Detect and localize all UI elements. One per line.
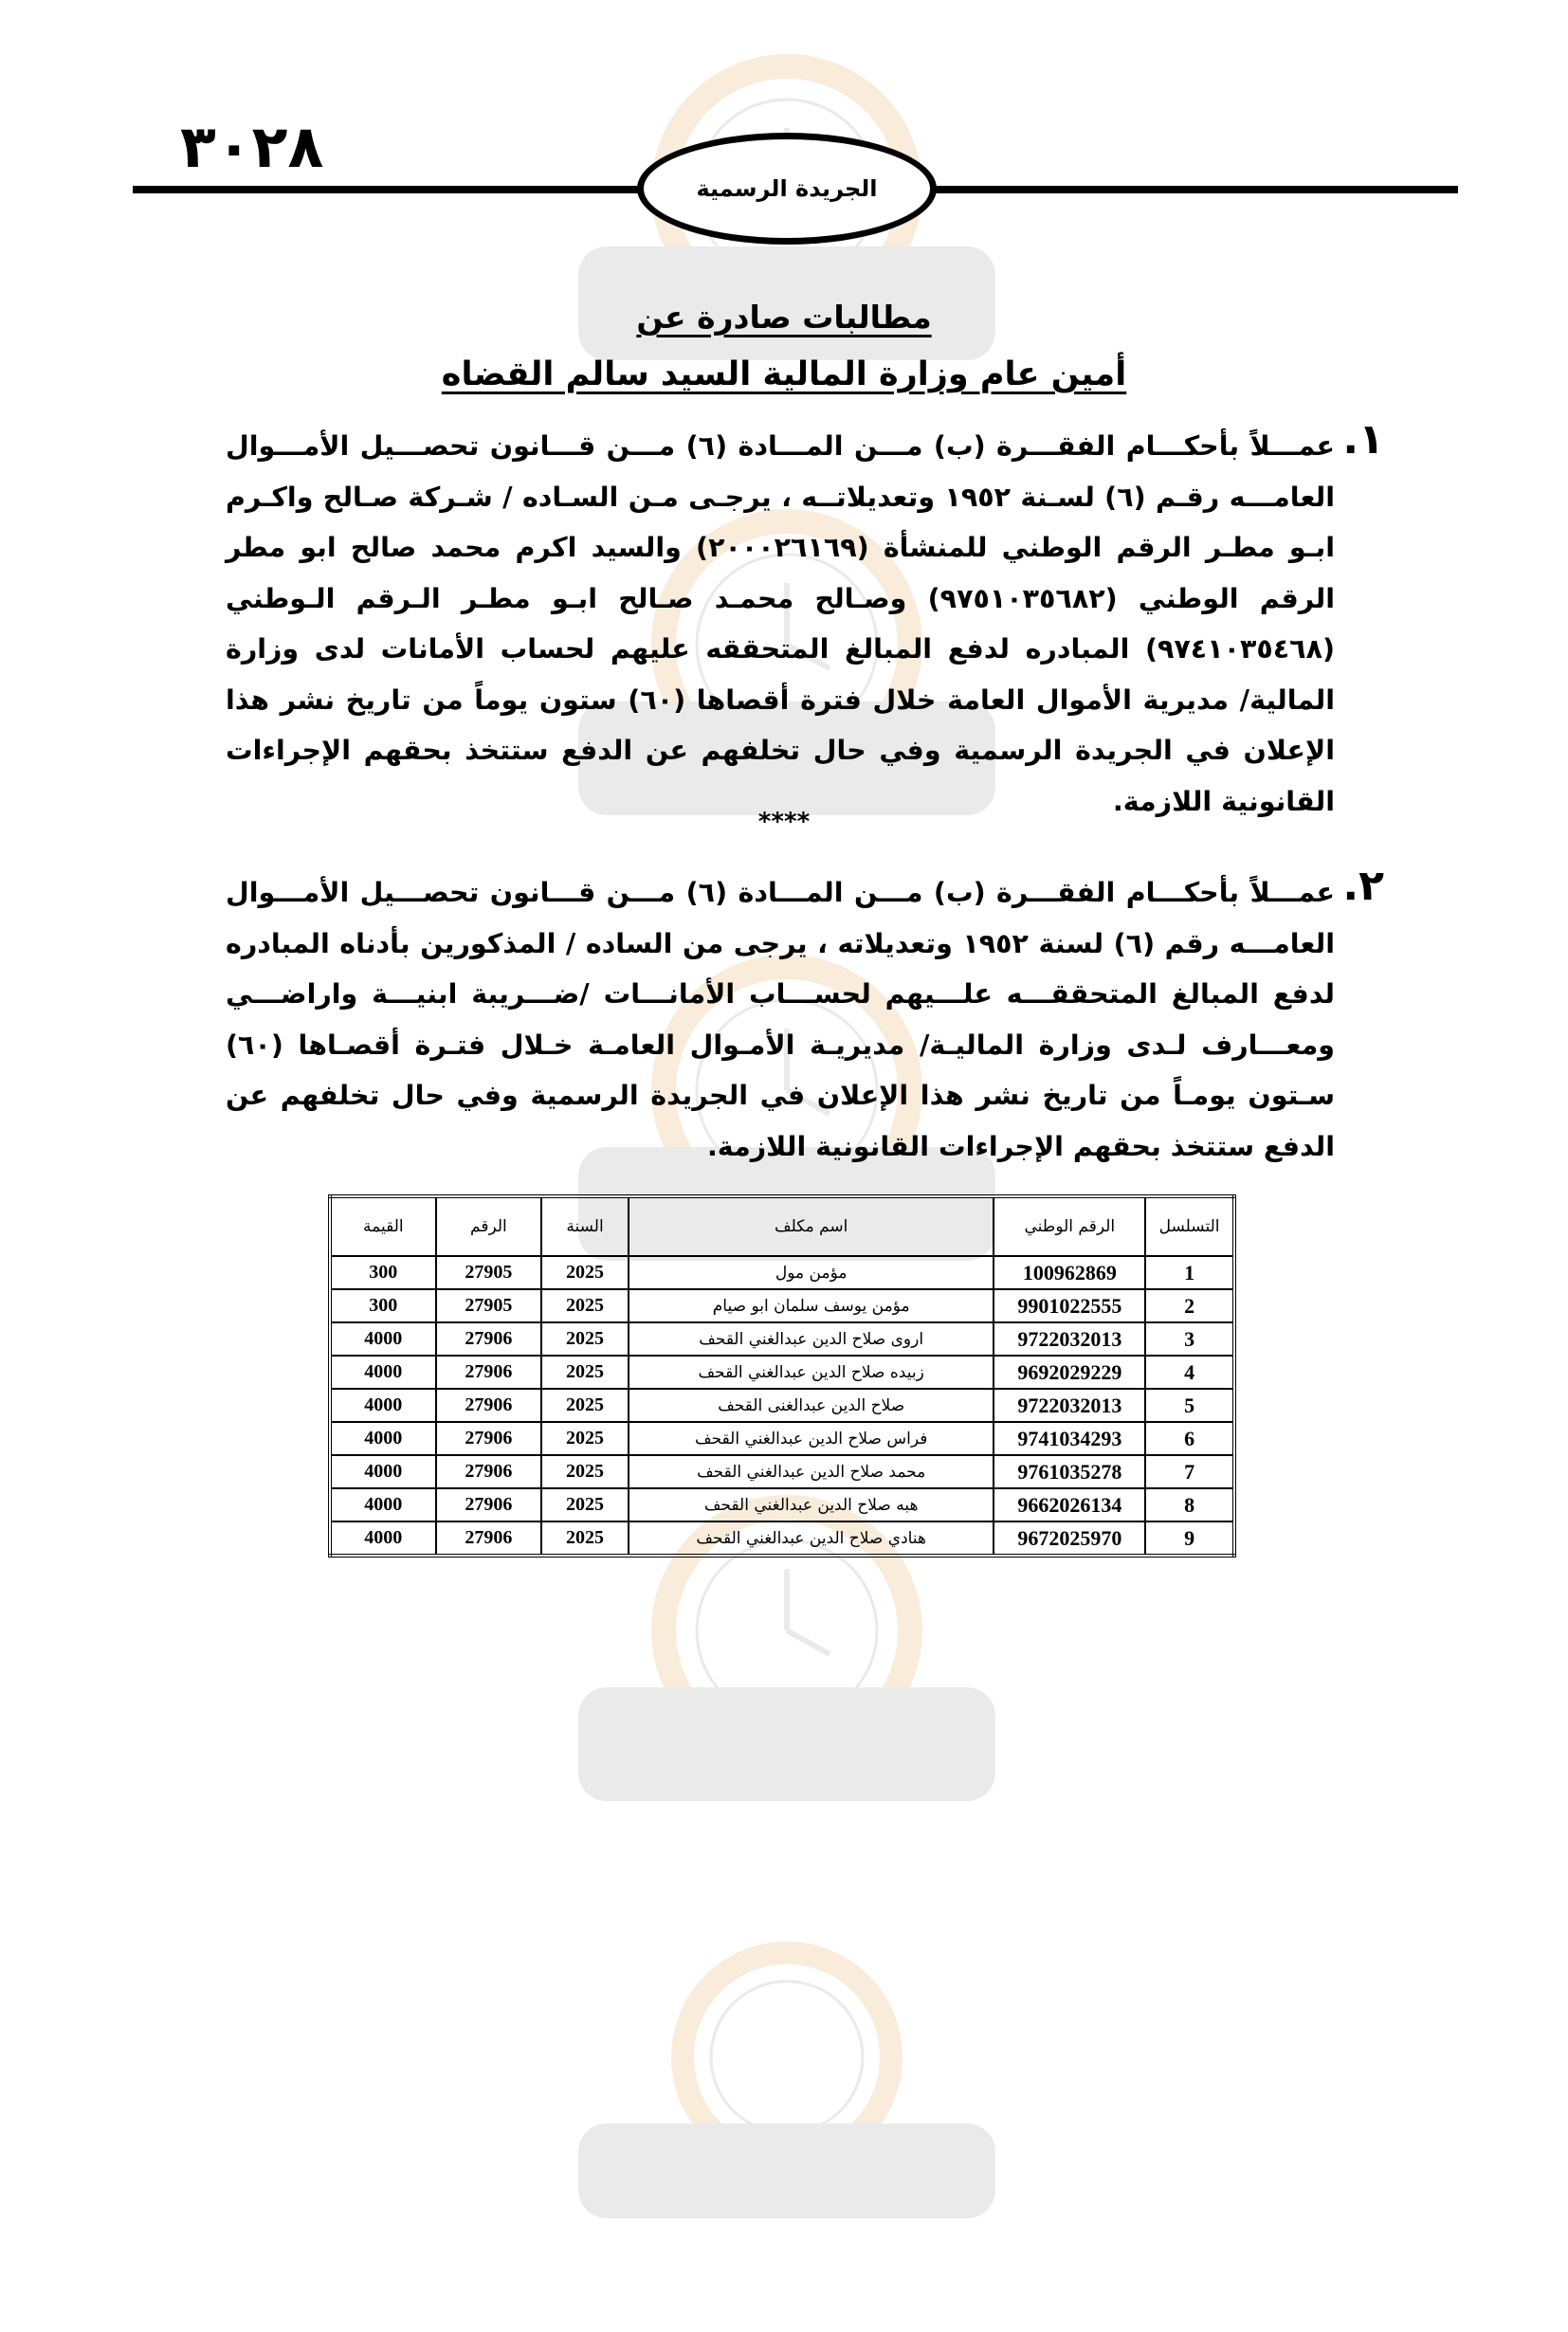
cell-national-id: 9722032013 — [994, 1389, 1145, 1422]
notice-item-2 — [226, 862, 1384, 1172]
cell-serial: 5 — [1145, 1389, 1234, 1422]
table-header-row — [330, 1196, 1234, 1256]
cell-serial: 7 — [1145, 1455, 1234, 1488]
item-number: ١. — [1342, 415, 1384, 464]
cell-value: 300 — [330, 1256, 436, 1289]
cell-year: 2025 — [541, 1422, 629, 1455]
cell-national-id: 9722032013 — [994, 1322, 1145, 1356]
cell-value: 4000 — [330, 1422, 436, 1455]
cell-national-id: 9692029229 — [994, 1356, 1145, 1389]
table-row — [330, 1256, 1234, 1289]
cell-name: محمد صلاح الدين عبدالغني القحف — [629, 1455, 994, 1488]
gazette-name: الجريدة الرسمية — [696, 175, 878, 202]
cell-name: مؤمن يوسف سلمان ابو صيام — [629, 1289, 994, 1322]
cell-number: 27906 — [436, 1389, 542, 1422]
cell-number: 27906 — [436, 1488, 542, 1521]
cell-serial: 4 — [1145, 1356, 1234, 1389]
header-value: القيمة — [330, 1196, 436, 1256]
cell-national-id: 9761035278 — [994, 1455, 1145, 1488]
cell-number: 27906 — [436, 1356, 542, 1389]
cell-serial: 1 — [1145, 1256, 1234, 1289]
table-row — [330, 1488, 1234, 1521]
taxpayers-table — [328, 1194, 1236, 1558]
cell-number: 27905 — [436, 1289, 542, 1322]
cell-number: 27906 — [436, 1521, 542, 1556]
watermark-logo — [493, 1934, 1081, 2332]
cell-year: 2025 — [541, 1455, 629, 1488]
table-row — [330, 1356, 1234, 1389]
cell-value: 4000 — [330, 1322, 436, 1356]
cell-name: صلاح الدين عبدالغنى القحف — [629, 1389, 994, 1422]
cell-national-id: 100962869 — [994, 1256, 1145, 1289]
cell-number: 27906 — [436, 1422, 542, 1455]
cell-value: 4000 — [330, 1356, 436, 1389]
table-row — [330, 1289, 1234, 1322]
table-row — [330, 1389, 1234, 1422]
cell-serial: 3 — [1145, 1322, 1234, 1356]
cell-name: فراس صلاح الدين عبدالغني القحف — [629, 1422, 994, 1455]
item-number: ٢. — [1342, 862, 1384, 910]
cell-number: 27906 — [436, 1455, 542, 1488]
cell-year: 2025 — [541, 1356, 629, 1389]
header-national-id: الرقم الوطني — [994, 1196, 1145, 1256]
cell-name: هنادي صلاح الدين عبدالغني القحف — [629, 1521, 994, 1556]
cell-serial: 9 — [1145, 1521, 1234, 1556]
cell-year: 2025 — [541, 1389, 629, 1422]
cell-year: 2025 — [541, 1256, 629, 1289]
cell-year: 2025 — [541, 1322, 629, 1356]
gazette-name-oval — [637, 133, 937, 245]
cell-value: 4000 — [330, 1521, 436, 1556]
title-line-2: أمين عام وزارة المالية السيد سالم القضاه — [441, 355, 1127, 393]
header-year: السنة — [541, 1196, 629, 1256]
cell-national-id: 9672025970 — [994, 1521, 1145, 1556]
cell-number: 27906 — [436, 1322, 542, 1356]
cell-year: 2025 — [541, 1521, 629, 1556]
header-name: اسم مكلف — [629, 1196, 994, 1256]
cell-serial: 8 — [1145, 1488, 1234, 1521]
cell-serial: 2 — [1145, 1289, 1234, 1322]
table-row — [330, 1455, 1234, 1488]
cell-name: اروى صلاح الدين عبدالغني القحف — [629, 1322, 994, 1356]
title-line-1: مطالبات صادرة عن — [636, 299, 932, 336]
notice-item-1 — [226, 415, 1384, 827]
table-row — [330, 1422, 1234, 1455]
cell-year: 2025 — [541, 1488, 629, 1521]
page-number: ٣٠٢٨ — [180, 112, 324, 181]
cell-value: 300 — [330, 1289, 436, 1322]
cell-value: 4000 — [330, 1488, 436, 1521]
cell-national-id: 9662026134 — [994, 1488, 1145, 1521]
cell-national-id: 9901022555 — [994, 1289, 1145, 1322]
cell-serial: 6 — [1145, 1422, 1234, 1455]
cell-name: هبه صلاح الدين عبدالغني القحف — [629, 1488, 994, 1521]
cell-name: مؤمن مول — [629, 1256, 994, 1289]
separator: **** — [757, 808, 811, 836]
cell-national-id: 9741034293 — [994, 1422, 1145, 1455]
cell-year: 2025 — [541, 1289, 629, 1322]
cell-number: 27905 — [436, 1256, 542, 1289]
header-number: الرقم — [436, 1196, 542, 1256]
header-serial: التسلسل — [1145, 1196, 1234, 1256]
table-row — [330, 1521, 1234, 1556]
cell-value: 4000 — [330, 1389, 436, 1422]
item-text: عمـــلاً بأحكـــام الفقـــرة (ب) مـــن المـــادة (٦) مـــن قـــانون تحصـــيل الأمـــوال العامـــه رقم (٦) لسنة ١٩٥٢ وتعديلاته ، يرجى من الساده / المذكورين بأدناه المبادره لدفع المبالغ المتحققـــه علـــيهم لحســـاب الأمانـــات /ضـــريبة ابنيـــة واراضـــي ومعـــارف لـدى وزارة الماليـة/ مديريـة الأمـوال العامـة خـلال فتـرة أقصـاها (٦٠) سـتون يومـاً من تاريخ نشر هذا الإعلان في الجريدة الرسمية وفي حال تخلفهم عن الدفع ستتخذ بحقهم الإجراءات القانونية اللازمة. — [226, 877, 1335, 1162]
cell-value: 4000 — [330, 1455, 436, 1488]
cell-name: زبيده صلاح الدين عبدالغني القحف — [629, 1356, 994, 1389]
table-row — [330, 1322, 1234, 1356]
item-text: عمـــلاً بأحكـــام الفقـــرة (ب) مـــن المـــادة (٦) مـــن قـــانون تحصـــيل الأمـــوال العامـــه رقـم (٦) لسـنة ١٩٥٢ وتعديلاتــه ، يرجـى مـن السـاده / شـركة صـالح واكـرم ابـو مطـر الرقم الوطني للمنشأة (٢٠٠٠٢٦١٦٩) والسيد اكرم محمد صالح ابو مطر الرقم الوطني (٩٧٥١٠٣٥٦٨٢) وصـالح محمـد صـالح ابـو مطـر الـرقم الـوطني (٩٧٤١٠٣٥٤٦٨) المبادره لدفع المبالغ المتحققه عليهم لحساب الأمانات لدى وزارة المالية/ مديرية الأموال العامة خلال فترة أقصاها (٦٠) ستون يوماً من تاريخ نشر هذا الإعلان في الجريدة الرسمية وفي حال تخلفهم عن الدفع ستتخذ بحقهم الإجراءات القانونية اللازمة. — [226, 430, 1335, 817]
